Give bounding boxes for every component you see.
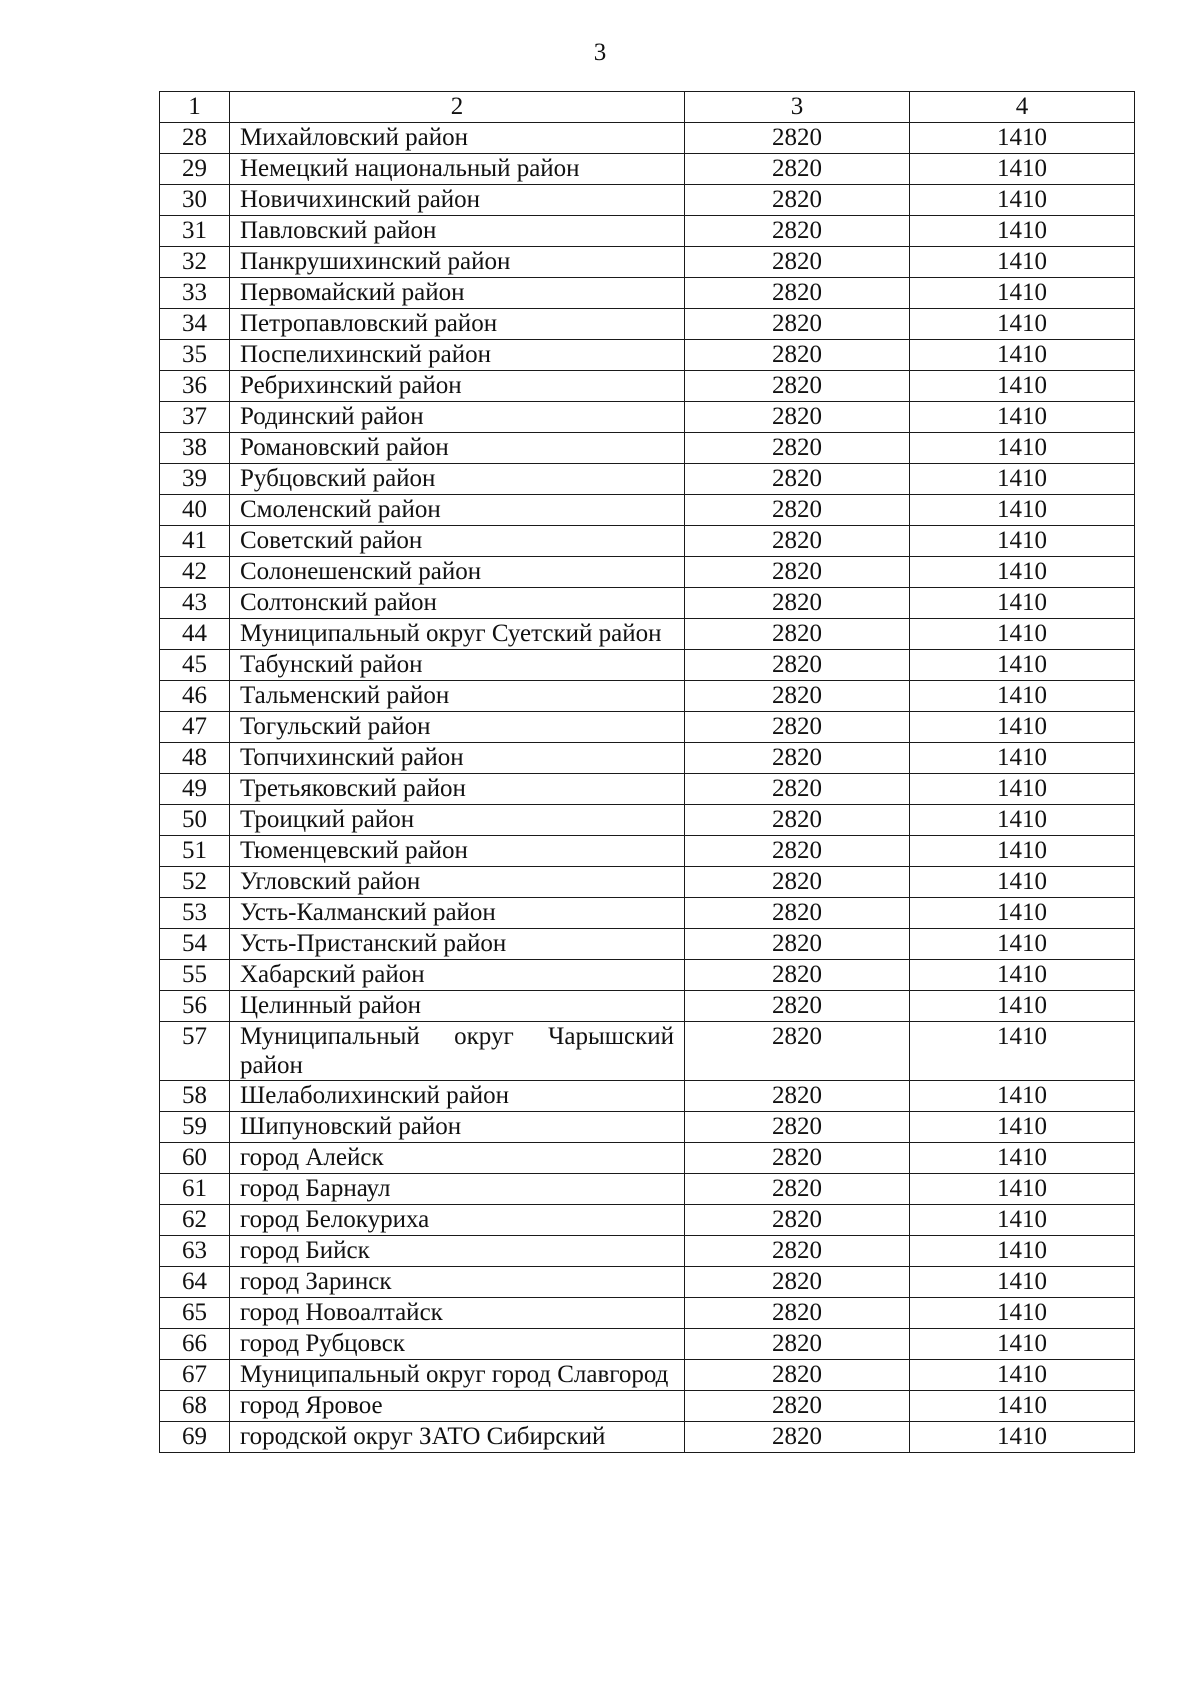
column-4-value-cell: 1410 [910,185,1135,216]
column-3-value-cell: 2820 [685,1360,910,1391]
row-number-cell: 51 [160,836,230,867]
table-row [160,681,1135,712]
district-name-cell: Усть-Пристанский район [230,929,685,960]
table-row [160,464,1135,495]
row-number-cell: 36 [160,371,230,402]
row-number-cell: 62 [160,1205,230,1236]
column-4-value-cell: 1410 [910,588,1135,619]
column-4-value-cell: 1410 [910,1022,1135,1081]
district-name-cell: Усть-Калманский район [230,898,685,929]
district-name-cell: Поспелихинский район [230,340,685,371]
column-4-value-cell: 1410 [910,1205,1135,1236]
table-row [160,1360,1135,1391]
table-row [160,650,1135,681]
column-3-value-cell: 2820 [685,247,910,278]
row-number-cell: 48 [160,743,230,774]
column-4-value-cell: 1410 [910,1329,1135,1360]
row-number-cell: 45 [160,650,230,681]
row-number-cell: 52 [160,867,230,898]
column-4-value-cell: 1410 [910,1236,1135,1267]
table-header-row [160,92,1135,123]
column-3-value-cell: 2820 [685,185,910,216]
table-row [160,1298,1135,1329]
column-4-value-cell: 1410 [910,464,1135,495]
table-row [160,1329,1135,1360]
district-name-cell: Муниципальный округ Суетский район [230,619,685,650]
district-name-cell: Новичихинский район [230,185,685,216]
district-name-cell: Солтонский район [230,588,685,619]
column-4-value-cell: 1410 [910,123,1135,154]
row-number-cell: 28 [160,123,230,154]
table-row [160,898,1135,929]
column-3-value-cell: 2820 [685,650,910,681]
column-4-value-cell: 1410 [910,309,1135,340]
table-row [160,1422,1135,1453]
column-3-value-cell: 2820 [685,278,910,309]
column-3-value-cell: 2820 [685,495,910,526]
table-row [160,1112,1135,1143]
table-row [160,495,1135,526]
row-number-cell: 47 [160,712,230,743]
column-3-value-cell: 2820 [685,371,910,402]
row-number-cell: 58 [160,1081,230,1112]
column-4-value-cell: 1410 [910,650,1135,681]
table-row [160,960,1135,991]
row-number-cell: 66 [160,1329,230,1360]
column-3-value-cell: 2820 [685,619,910,650]
district-name-cell: Панкрушихинский район [230,247,685,278]
column-3-value-cell: 2820 [685,898,910,929]
row-number-cell: 68 [160,1391,230,1422]
table-row [160,216,1135,247]
district-name-cell: Тюменцевский район [230,836,685,867]
district-name-cell: Топчихинский район [230,743,685,774]
column-4-value-cell: 1410 [910,278,1135,309]
column-3-value-cell: 2820 [685,743,910,774]
table-row [160,526,1135,557]
table-row [160,1205,1135,1236]
column-4-value-cell: 1410 [910,898,1135,929]
column-4-value-cell: 1410 [910,681,1135,712]
row-number-cell: 39 [160,464,230,495]
column-4-value-cell: 1410 [910,526,1135,557]
row-number-cell: 57 [160,1022,230,1081]
header-cell-1: 1 [160,92,230,123]
column-3-value-cell: 2820 [685,681,910,712]
district-name-cell: город Яровое [230,1391,685,1422]
column-4-value-cell: 1410 [910,402,1135,433]
district-name-cell: Петропавловский район [230,309,685,340]
district-name-cell: город Заринск [230,1267,685,1298]
row-number-cell: 30 [160,185,230,216]
column-4-value-cell: 1410 [910,836,1135,867]
district-name-cell: город Алейск [230,1143,685,1174]
table-row [160,867,1135,898]
district-name-cell: город Новоалтайск [230,1298,685,1329]
row-number-cell: 56 [160,991,230,1022]
column-3-value-cell: 2820 [685,1236,910,1267]
column-4-value-cell: 1410 [910,433,1135,464]
column-3-value-cell: 2820 [685,464,910,495]
table-row [160,712,1135,743]
column-3-value-cell: 2820 [685,1112,910,1143]
table-row [160,1267,1135,1298]
table-body [160,92,1135,1453]
district-name-cell: Тогульский район [230,712,685,743]
column-3-value-cell: 2820 [685,929,910,960]
table-row [160,929,1135,960]
column-3-value-cell: 2820 [685,867,910,898]
row-number-cell: 61 [160,1174,230,1205]
column-4-value-cell: 1410 [910,805,1135,836]
district-name-cell: город Белокуриха [230,1205,685,1236]
column-3-value-cell: 2820 [685,433,910,464]
column-3-value-cell: 2820 [685,1422,910,1453]
column-3-value-cell: 2820 [685,1298,910,1329]
district-name-cell: город Барнаул [230,1174,685,1205]
column-4-value-cell: 1410 [910,495,1135,526]
row-number-cell: 31 [160,216,230,247]
column-4-value-cell: 1410 [910,1112,1135,1143]
district-name-cell: Ребрихинский район [230,371,685,402]
table-row [160,1022,1135,1081]
column-3-value-cell: 2820 [685,309,910,340]
column-4-value-cell: 1410 [910,1143,1135,1174]
table-row [160,433,1135,464]
table-row [160,743,1135,774]
table-row [160,619,1135,650]
column-4-value-cell: 1410 [910,1360,1135,1391]
row-number-cell: 55 [160,960,230,991]
column-3-value-cell: 2820 [685,1205,910,1236]
row-number-cell: 67 [160,1360,230,1391]
table-row [160,805,1135,836]
page-number: 3 [593,39,607,66]
district-name-cell: Романовский район [230,433,685,464]
column-4-value-cell: 1410 [910,247,1135,278]
column-3-value-cell: 2820 [685,712,910,743]
column-4-value-cell: 1410 [910,1391,1135,1422]
column-3-value-cell: 2820 [685,340,910,371]
table-row [160,588,1135,619]
column-4-value-cell: 1410 [910,371,1135,402]
column-4-value-cell: 1410 [910,774,1135,805]
table-row [160,836,1135,867]
column-4-value-cell: 1410 [910,619,1135,650]
column-3-value-cell: 2820 [685,1143,910,1174]
allocation-table [159,91,1135,1453]
row-number-cell: 29 [160,154,230,185]
column-3-value-cell: 2820 [685,216,910,247]
column-4-value-cell: 1410 [910,340,1135,371]
column-4-value-cell: 1410 [910,1422,1135,1453]
district-name-cell: Табунский район [230,650,685,681]
column-3-value-cell: 2820 [685,588,910,619]
column-4-value-cell: 1410 [910,867,1135,898]
table-row [160,991,1135,1022]
row-number-cell: 44 [160,619,230,650]
row-number-cell: 43 [160,588,230,619]
column-4-value-cell: 1410 [910,154,1135,185]
column-3-value-cell: 2820 [685,960,910,991]
table-row [160,402,1135,433]
column-3-value-cell: 2820 [685,1022,910,1081]
district-name-cell: город Бийск [230,1236,685,1267]
district-name-cell: Муниципальный округ город Славгород [230,1360,685,1391]
district-name-cell: Троицкий район [230,805,685,836]
column-3-value-cell: 2820 [685,1267,910,1298]
column-3-value-cell: 2820 [685,557,910,588]
district-name-cell: Хабарский район [230,960,685,991]
district-name-cell: Тальменский район [230,681,685,712]
district-name-cell: Муниципальный округ Чарышский район [230,1022,685,1081]
row-number-cell: 50 [160,805,230,836]
column-4-value-cell: 1410 [910,1267,1135,1298]
row-number-cell: 38 [160,433,230,464]
column-4-value-cell: 1410 [910,743,1135,774]
district-name-cell: Шелаболихинский район [230,1081,685,1112]
row-number-cell: 54 [160,929,230,960]
column-3-value-cell: 2820 [685,836,910,867]
column-3-value-cell: 2820 [685,1329,910,1360]
table-row [160,1236,1135,1267]
row-number-cell: 49 [160,774,230,805]
row-number-cell: 37 [160,402,230,433]
district-name-cell: Солонешенский район [230,557,685,588]
row-number-cell: 34 [160,309,230,340]
column-3-value-cell: 2820 [685,123,910,154]
district-name-cell: Михайловский район [230,123,685,154]
district-name-cell: Шипуновский район [230,1112,685,1143]
row-number-cell: 46 [160,681,230,712]
district-name-cell: Целинный район [230,991,685,1022]
table-row [160,1174,1135,1205]
district-name-cell: Смоленский район [230,495,685,526]
district-name-cell: Павловский район [230,216,685,247]
row-number-cell: 35 [160,340,230,371]
column-4-value-cell: 1410 [910,712,1135,743]
column-3-value-cell: 2820 [685,154,910,185]
column-4-value-cell: 1410 [910,960,1135,991]
district-name-cell: Немецкий национальный район [230,154,685,185]
row-number-cell: 59 [160,1112,230,1143]
row-number-cell: 60 [160,1143,230,1174]
row-number-cell: 33 [160,278,230,309]
column-4-value-cell: 1410 [910,929,1135,960]
row-number-cell: 64 [160,1267,230,1298]
district-name-cell: город Рубцовск [230,1329,685,1360]
column-3-value-cell: 2820 [685,1081,910,1112]
table-row [160,247,1135,278]
district-name-cell: Первомайский район [230,278,685,309]
column-4-value-cell: 1410 [910,557,1135,588]
row-number-cell: 32 [160,247,230,278]
table-row [160,371,1135,402]
column-4-value-cell: 1410 [910,1081,1135,1112]
column-3-value-cell: 2820 [685,805,910,836]
column-4-value-cell: 1410 [910,1174,1135,1205]
table-row [160,154,1135,185]
table-row [160,1081,1135,1112]
district-name-cell: Родинский район [230,402,685,433]
table-row [160,123,1135,154]
column-3-value-cell: 2820 [685,526,910,557]
column-4-value-cell: 1410 [910,216,1135,247]
district-name-cell: городской округ ЗАТО Сибирский [230,1422,685,1453]
column-3-value-cell: 2820 [685,1391,910,1422]
district-name-cell: Угловский район [230,867,685,898]
column-4-value-cell: 1410 [910,1298,1135,1329]
header-cell-4: 4 [910,92,1135,123]
column-3-value-cell: 2820 [685,1174,910,1205]
row-number-cell: 63 [160,1236,230,1267]
header-cell-2: 2 [230,92,685,123]
row-number-cell: 42 [160,557,230,588]
row-number-cell: 69 [160,1422,230,1453]
table-row [160,557,1135,588]
column-3-value-cell: 2820 [685,991,910,1022]
district-name-cell: Советский район [230,526,685,557]
column-3-value-cell: 2820 [685,774,910,805]
row-number-cell: 53 [160,898,230,929]
table-row [160,278,1135,309]
row-number-cell: 65 [160,1298,230,1329]
row-number-cell: 41 [160,526,230,557]
table-row [160,774,1135,805]
district-name-cell: Рубцовский район [230,464,685,495]
row-number-cell: 40 [160,495,230,526]
table-row [160,340,1135,371]
header-cell-3: 3 [685,92,910,123]
table-row [160,185,1135,216]
column-4-value-cell: 1410 [910,991,1135,1022]
district-name-cell: Третьяковский район [230,774,685,805]
table-row [160,1391,1135,1422]
column-3-value-cell: 2820 [685,402,910,433]
table-row [160,309,1135,340]
table-row [160,1143,1135,1174]
